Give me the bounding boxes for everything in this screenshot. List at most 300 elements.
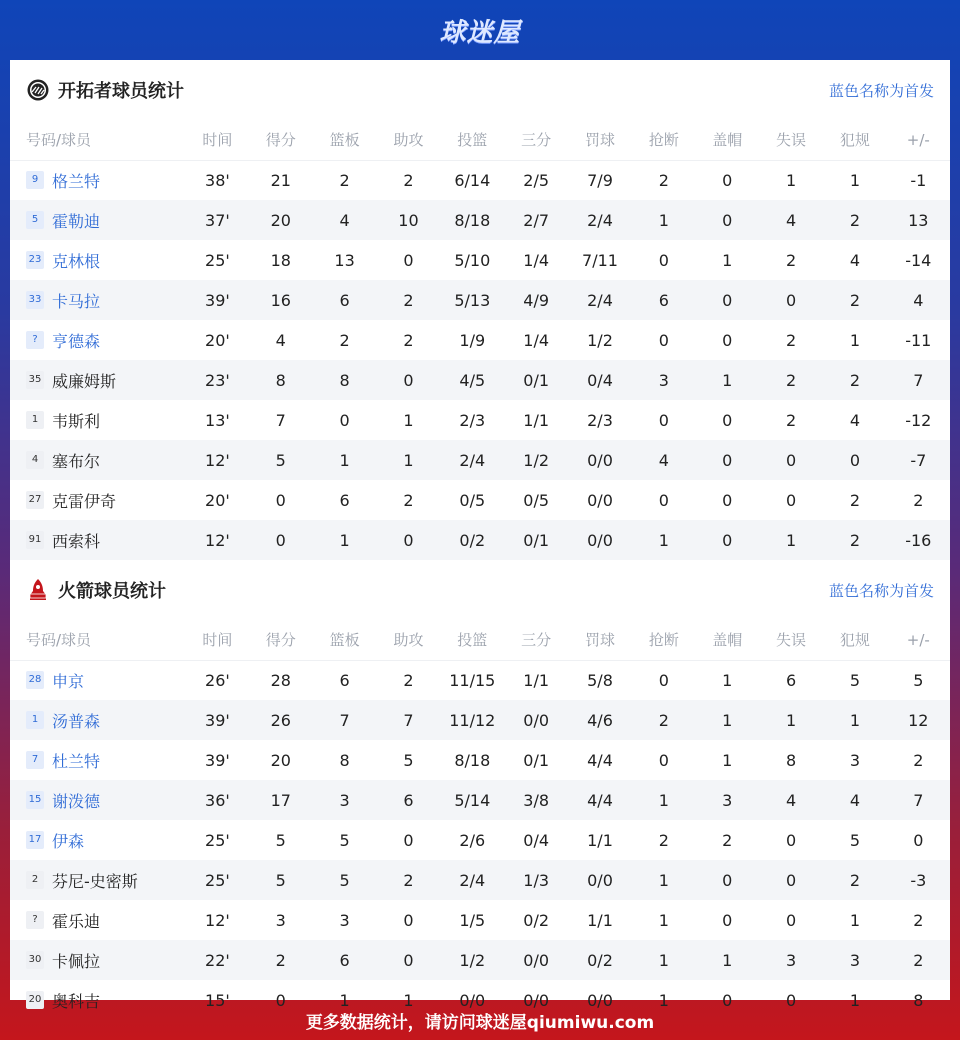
- stat-cell: 0: [275, 490, 286, 510]
- jersey-number-badge: 4: [26, 451, 44, 469]
- stat-cell: 0: [403, 910, 414, 930]
- player-cell: [10, 320, 186, 360]
- table-row[interactable]: [10, 520, 950, 560]
- stat-cell: 28: [270, 670, 291, 690]
- stat-cell: 1: [632, 780, 695, 820]
- stat-cell: 4: [849, 410, 860, 430]
- stat-cell: 0: [658, 250, 669, 270]
- stat-cell: 8: [312, 360, 376, 400]
- stat-cell: 0/5: [523, 490, 550, 510]
- stat-cell: 4/4: [568, 780, 632, 820]
- player-name[interactable]: 杜兰特: [52, 751, 101, 771]
- table-row[interactable]: [10, 400, 950, 440]
- stat-cell: 0/1: [523, 750, 550, 770]
- jersey-number-badge: 27: [26, 491, 44, 509]
- stat-cell: 1: [632, 940, 695, 980]
- stat-cell: 2: [339, 170, 350, 190]
- stat-cell: 21: [270, 170, 291, 190]
- player-name[interactable]: 克林根: [52, 251, 101, 271]
- stat-cell: 0: [759, 860, 823, 900]
- table-row[interactable]: [10, 900, 950, 940]
- player-cell: [10, 900, 186, 940]
- table-row[interactable]: [10, 320, 950, 360]
- stat-cell: 0/0: [504, 700, 567, 740]
- stat-cell: 1: [312, 440, 376, 480]
- stat-cell: 0/0: [459, 990, 486, 1010]
- stat-cell: 0: [377, 360, 440, 400]
- table-row[interactable]: [10, 440, 950, 480]
- stat-cell: 2: [249, 940, 312, 980]
- stat-cell: 22': [186, 940, 249, 980]
- stat-cell: 1: [403, 410, 414, 430]
- stat-cell: 2: [377, 280, 440, 320]
- player-stats-table: [10, 120, 950, 560]
- table-row[interactable]: [10, 780, 950, 820]
- stat-cell: 1: [696, 940, 759, 980]
- stat-cell: 0: [696, 860, 759, 900]
- starter-note: 蓝色名称为首发: [828, 82, 934, 100]
- stat-cell: 25': [186, 860, 249, 900]
- stat-cell: 1: [759, 520, 823, 560]
- player-name[interactable]: 汤普森: [52, 711, 101, 731]
- stat-cell: 7: [312, 700, 376, 740]
- column-header: 投篮: [440, 120, 504, 160]
- stat-cell: 0: [249, 520, 312, 560]
- column-header: 投篮: [440, 620, 504, 660]
- column-header: 得分: [249, 620, 312, 660]
- stat-cell: 1: [312, 520, 376, 560]
- stat-cell: -7: [887, 440, 950, 480]
- stat-cell: 7/11: [582, 250, 618, 270]
- stat-cell: 20': [205, 330, 230, 350]
- stat-cell: 2: [887, 940, 950, 980]
- stat-cell: 4: [759, 780, 823, 820]
- stat-cell: 10: [377, 200, 440, 240]
- stat-cell: 0/2: [568, 940, 632, 980]
- stat-cell: -12: [905, 410, 932, 430]
- player-name[interactable]: 西索科: [52, 531, 101, 551]
- stat-cell: 2: [785, 410, 797, 430]
- column-header: 抢断: [632, 620, 695, 660]
- site-footer: [0, 1000, 960, 1040]
- stat-cell: 6: [377, 780, 440, 820]
- stat-cell: 5: [339, 830, 350, 850]
- stat-cell: 39': [186, 280, 249, 320]
- player-name[interactable]: 奥科吉: [52, 991, 101, 1011]
- stat-cell: 15': [205, 990, 230, 1010]
- player-name[interactable]: 伊森: [52, 831, 85, 851]
- stat-cell: -11: [905, 330, 932, 350]
- stat-cell: 6/14: [454, 170, 491, 190]
- player-name[interactable]: 韦斯利: [52, 411, 101, 431]
- stat-cell: 1/2: [504, 440, 567, 480]
- stat-cell: 0: [658, 490, 669, 510]
- stat-cell: 0: [377, 940, 440, 980]
- stat-cell: 2: [785, 330, 797, 350]
- jersey-number-badge: 35: [26, 371, 44, 389]
- player-cell: [10, 400, 186, 440]
- stat-cell: 6: [785, 670, 797, 690]
- stat-cell: 1: [696, 700, 759, 740]
- jersey-number-badge: ?: [26, 331, 44, 349]
- stat-cell: 6: [339, 670, 350, 690]
- table-row[interactable]: [10, 860, 950, 900]
- stat-cell: 13: [334, 250, 355, 270]
- column-header: 三分: [504, 120, 567, 160]
- stat-cell: 5: [249, 860, 312, 900]
- stat-cell: 0: [403, 830, 414, 850]
- stat-cell: 0/0: [523, 990, 550, 1010]
- stat-cell: 2: [722, 830, 733, 850]
- table-row[interactable]: [10, 240, 950, 280]
- stat-cell: 2: [823, 520, 886, 560]
- stat-cell: 1/2: [587, 330, 613, 350]
- table-row[interactable]: [10, 740, 950, 780]
- player-cell: [10, 820, 186, 860]
- stat-cell: 39': [186, 700, 249, 740]
- stat-cell: 0: [785, 830, 797, 850]
- player-cell: [10, 160, 186, 200]
- stat-cell: 1: [759, 700, 823, 740]
- column-header: 篮板: [312, 120, 376, 160]
- stat-cell: 1/1: [587, 910, 613, 930]
- stat-cell: 5: [249, 440, 312, 480]
- player-name[interactable]: 威廉姆斯: [52, 371, 117, 391]
- stats-panel: [10, 60, 950, 1011]
- column-header: 号码/球员: [10, 620, 186, 660]
- table-row[interactable]: [10, 280, 950, 320]
- stat-cell: 7/9: [587, 170, 613, 190]
- stat-cell: -1: [910, 170, 927, 190]
- stat-cell: 6: [632, 280, 695, 320]
- stat-cell: 1/2: [440, 940, 504, 980]
- stat-cell: 2/3: [459, 410, 486, 430]
- stat-cell: 0: [722, 170, 733, 190]
- column-header: 得分: [249, 120, 312, 160]
- column-header: 时间: [186, 620, 249, 660]
- stat-cell: 1: [823, 700, 886, 740]
- stat-cell: 7: [887, 360, 950, 400]
- section-header: [10, 560, 950, 620]
- stat-cell: 0: [913, 830, 924, 850]
- stat-cell: 2: [913, 750, 924, 770]
- stat-cell: 20: [249, 200, 312, 240]
- player-name[interactable]: 卡佩拉: [52, 951, 101, 971]
- stat-cell: 2: [823, 200, 886, 240]
- table-header-row: [10, 120, 950, 160]
- table-row[interactable]: [10, 160, 950, 200]
- stat-cell: 0: [722, 330, 733, 350]
- stat-cell: 2: [823, 360, 886, 400]
- table-header-row: [10, 620, 950, 660]
- stat-cell: 1: [377, 440, 440, 480]
- jersey-number-badge: 28: [26, 671, 44, 689]
- stat-cell: 5/8: [587, 670, 613, 690]
- stat-cell: 5: [275, 830, 286, 850]
- column-header: 助攻: [377, 120, 440, 160]
- stat-cell: 3: [312, 780, 376, 820]
- stat-cell: 1/9: [459, 330, 486, 350]
- stat-cell: 8: [339, 750, 350, 770]
- stat-cell: 25': [205, 830, 230, 850]
- stat-cell: 2: [403, 170, 414, 190]
- player-name[interactable]: 克雷伊奇: [52, 491, 117, 511]
- player-cell: [10, 740, 186, 780]
- stat-cell: 12': [186, 440, 249, 480]
- stat-cell: 26': [205, 670, 230, 690]
- footer-link[interactable]: 更多数据统计，请访问球迷屋qiumiwu.com: [305, 1012, 655, 1033]
- player-cell: [10, 860, 186, 900]
- stat-cell: 13': [205, 410, 230, 430]
- section-title: 开拓者球员统计: [58, 81, 184, 102]
- stat-cell: 3: [849, 750, 860, 770]
- section-title: 火箭球员统计: [58, 581, 166, 602]
- table-row[interactable]: [10, 820, 950, 860]
- stat-cell: 6: [339, 490, 350, 510]
- player-cell: [10, 480, 186, 520]
- stat-cell: 20': [205, 490, 230, 510]
- stat-cell: 4/9: [504, 280, 567, 320]
- stat-cell: 0/5: [459, 490, 486, 510]
- table-row[interactable]: [10, 940, 950, 980]
- section-header: [10, 60, 950, 120]
- stat-cell: 8: [785, 750, 797, 770]
- stat-cell: 20: [270, 750, 291, 770]
- site-logo[interactable]: 球迷屋: [439, 17, 521, 48]
- jersey-number-badge: 33: [26, 291, 44, 309]
- jersey-number-badge: 17: [26, 831, 44, 849]
- stat-cell: 0/0: [504, 940, 567, 980]
- stat-cell: 2: [759, 360, 823, 400]
- stat-cell: 0: [785, 990, 797, 1010]
- stat-cell: 2: [403, 670, 414, 690]
- jersey-number-badge: 91: [26, 531, 44, 549]
- stat-cell: 4: [312, 200, 376, 240]
- stat-cell: 3: [275, 910, 286, 930]
- column-header: 助攻: [377, 620, 440, 660]
- stat-cell: 1: [849, 170, 860, 190]
- stat-cell: 6: [312, 940, 376, 980]
- stat-cell: 8/18: [454, 750, 491, 770]
- stat-cell: 5/13: [440, 280, 504, 320]
- stat-cell: 0/0: [568, 860, 632, 900]
- stat-cell: 0: [339, 410, 350, 430]
- player-name[interactable]: 塞布尔: [52, 451, 101, 471]
- player-cell: [10, 780, 186, 820]
- stat-cell: 1/1: [523, 670, 550, 690]
- player-stats-table: [10, 620, 950, 1020]
- stat-cell: 8: [913, 990, 924, 1010]
- stat-cell: 4: [849, 250, 860, 270]
- column-header: 三分: [504, 620, 567, 660]
- jersey-number-badge: 1: [26, 711, 44, 729]
- stat-cell: 3: [696, 780, 759, 820]
- stat-cell: 2/4: [440, 860, 504, 900]
- column-header: 时间: [186, 120, 249, 160]
- stat-cell: 0: [658, 410, 669, 430]
- stat-cell: 2: [849, 490, 860, 510]
- stat-cell: 2/7: [504, 200, 567, 240]
- starter-note: 蓝色名称为首发: [828, 582, 934, 600]
- stat-cell: 11/12: [440, 700, 504, 740]
- player-name[interactable]: 卡马拉: [52, 291, 101, 311]
- stat-cell: 1/4: [523, 250, 550, 270]
- stat-cell: 7: [887, 780, 950, 820]
- stat-cell: 12': [186, 520, 249, 560]
- stat-cell: 26: [249, 700, 312, 740]
- stat-cell: 0: [759, 440, 823, 480]
- stat-cell: 0: [823, 440, 886, 480]
- stat-cell: 5: [913, 670, 924, 690]
- table-row[interactable]: [10, 200, 950, 240]
- jersey-number-badge: 20: [26, 991, 44, 1009]
- stat-cell: 1/1: [587, 830, 613, 850]
- stat-cell: 2: [913, 910, 924, 930]
- table-body: [10, 660, 950, 1020]
- stat-cell: 0/2: [523, 910, 550, 930]
- stat-cell: 1: [722, 750, 733, 770]
- jersey-number-badge: 1: [26, 411, 44, 429]
- stat-cell: -14: [905, 250, 932, 270]
- stat-cell: 2: [403, 330, 414, 350]
- stat-cell: 1: [785, 170, 797, 190]
- stat-cell: 4: [759, 200, 823, 240]
- trail-blazers-logo-icon: [26, 78, 50, 102]
- jersey-number-badge: 2: [26, 871, 44, 889]
- column-header: 犯规: [823, 620, 886, 660]
- stat-cell: 38': [205, 170, 230, 190]
- stat-cell: 0: [275, 990, 286, 1010]
- stat-cell: 0: [658, 330, 669, 350]
- stat-cell: 39': [205, 750, 230, 770]
- team-section-rockets: [10, 560, 950, 1020]
- player-cell: [10, 940, 186, 980]
- stat-cell: 4: [823, 780, 886, 820]
- stat-cell: 5: [403, 750, 414, 770]
- column-header: 盖帽: [696, 620, 759, 660]
- stat-cell: 2/4: [568, 280, 632, 320]
- stat-cell: 1/4: [523, 330, 550, 350]
- stat-cell: 18: [270, 250, 291, 270]
- player-cell: [10, 240, 186, 280]
- stat-cell: 0/0: [587, 990, 613, 1010]
- stat-cell: 1: [696, 360, 759, 400]
- stat-cell: 1: [403, 990, 414, 1010]
- table-row[interactable]: [10, 360, 950, 400]
- player-name[interactable]: 霍乐迪: [52, 911, 101, 931]
- column-header: 失误: [759, 120, 823, 160]
- column-header: 犯规: [823, 120, 886, 160]
- player-name[interactable]: 申京: [52, 671, 85, 691]
- stat-cell: 2: [658, 170, 669, 190]
- column-header: +/-: [887, 120, 950, 160]
- jersey-number-badge: 7: [26, 751, 44, 769]
- jersey-number-badge: 23: [26, 251, 44, 269]
- stat-cell: 3: [632, 360, 695, 400]
- player-cell: [10, 660, 186, 700]
- stat-cell: 1/1: [523, 410, 550, 430]
- stat-cell: 2: [403, 490, 414, 510]
- stat-cell: 1: [658, 910, 669, 930]
- column-header: 罚球: [568, 620, 632, 660]
- player-name[interactable]: 格兰特: [52, 171, 101, 191]
- stat-cell: 2/5: [523, 170, 550, 190]
- stat-cell: 0: [696, 520, 759, 560]
- stat-cell: 1/5: [459, 910, 486, 930]
- column-header: 篮板: [312, 620, 376, 660]
- stat-cell: 4: [632, 440, 695, 480]
- stat-cell: 36': [186, 780, 249, 820]
- stat-cell: 2: [785, 250, 797, 270]
- stat-cell: 4/5: [440, 360, 504, 400]
- stat-cell: 2/3: [587, 410, 613, 430]
- stat-cell: 1: [632, 520, 695, 560]
- stat-cell: 3: [823, 940, 886, 980]
- stat-cell: 2/6: [459, 830, 486, 850]
- stat-cell: 0: [658, 750, 669, 770]
- stat-cell: 3: [339, 910, 350, 930]
- stat-cell: 17: [249, 780, 312, 820]
- stat-cell: 16: [249, 280, 312, 320]
- stat-cell: 1: [339, 990, 350, 1010]
- stat-cell: 1: [632, 860, 695, 900]
- player-cell: [10, 280, 186, 320]
- column-header: 失误: [759, 620, 823, 660]
- column-header: 号码/球员: [10, 120, 186, 160]
- stat-cell: 0: [377, 520, 440, 560]
- player-name[interactable]: 霍勒迪: [52, 211, 101, 231]
- stat-cell: 7: [377, 700, 440, 740]
- stat-cell: 3/8: [504, 780, 567, 820]
- player-name[interactable]: 谢泼德: [52, 791, 101, 811]
- team-section-blazers: [10, 60, 950, 560]
- stat-cell: 1: [722, 250, 733, 270]
- stat-cell: 0/0: [568, 520, 632, 560]
- stat-cell: 2: [377, 860, 440, 900]
- stat-cell: 4: [275, 330, 286, 350]
- player-cell: [10, 520, 186, 560]
- stat-cell: 0: [658, 670, 669, 690]
- stat-cell: 8: [249, 360, 312, 400]
- stat-cell: -3: [887, 860, 950, 900]
- stat-cell: 2/4: [440, 440, 504, 480]
- player-name[interactable]: 芬尼-史密斯: [52, 871, 138, 891]
- stat-cell: 0: [722, 990, 733, 1010]
- table-row[interactable]: [10, 700, 950, 740]
- stat-cell: 0/4: [568, 360, 632, 400]
- jersey-number-badge: ?: [26, 911, 44, 929]
- stat-cell: 4/6: [568, 700, 632, 740]
- stat-cell: 1: [658, 990, 669, 1010]
- stat-cell: 0: [722, 410, 733, 430]
- column-header: 盖帽: [696, 120, 759, 160]
- stat-cell: 1/3: [504, 860, 567, 900]
- stat-cell: -16: [887, 520, 950, 560]
- stat-cell: 1: [632, 200, 695, 240]
- table-row[interactable]: [10, 480, 950, 520]
- rockets-logo-icon: [26, 578, 50, 602]
- stat-cell: 1: [849, 330, 860, 350]
- table-row[interactable]: [10, 660, 950, 700]
- stat-cell: 0: [696, 200, 759, 240]
- stat-cell: 0/2: [440, 520, 504, 560]
- stat-cell: 5/14: [440, 780, 504, 820]
- stat-cell: 2: [823, 860, 886, 900]
- player-name[interactable]: 亨德森: [52, 331, 101, 351]
- stat-cell: 0: [785, 490, 797, 510]
- table-body: [10, 160, 950, 560]
- stat-cell: 0/0: [568, 440, 632, 480]
